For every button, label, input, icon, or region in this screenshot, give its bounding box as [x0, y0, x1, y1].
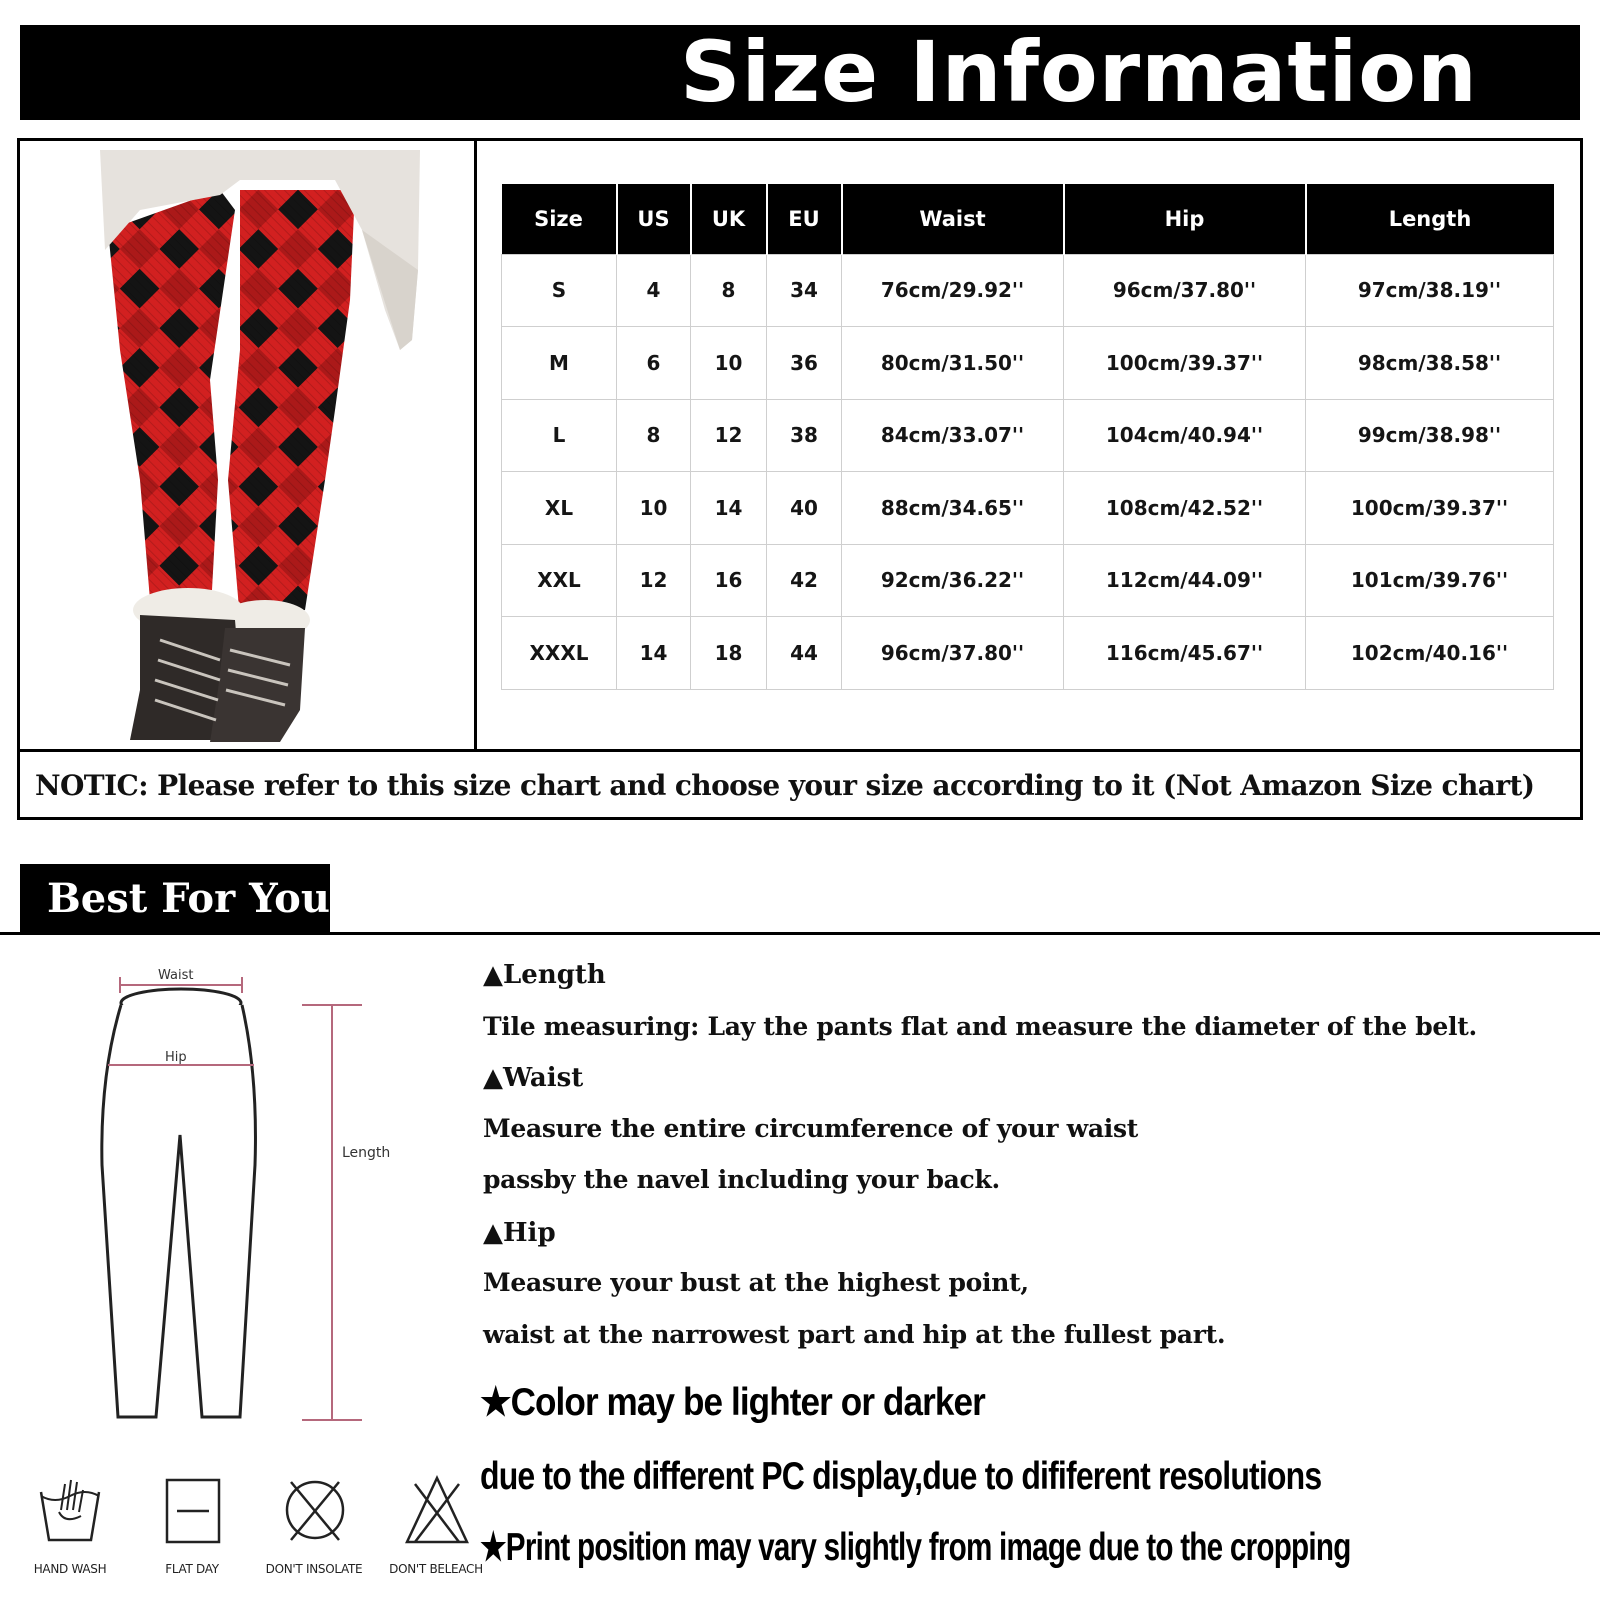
table-row [502, 327, 1554, 400]
table-cell: 42 [767, 544, 842, 617]
table-cell: 8 [691, 254, 767, 327]
table-cell: 100cm/39.37'' [1306, 472, 1554, 545]
table-cell: 96cm/37.80'' [842, 617, 1064, 690]
care-label: DON'T BELEACH [389, 1562, 483, 1576]
column-header: US [617, 184, 691, 254]
column-header: EU [767, 184, 842, 254]
table-cell: L [502, 399, 617, 472]
table-cell: 38 [767, 399, 842, 472]
table-row [502, 544, 1554, 617]
table-cell: 102cm/40.16'' [1306, 617, 1554, 690]
care-label: HAND WASH [33, 1562, 107, 1576]
table-cell: 116cm/45.67'' [1064, 617, 1306, 690]
table-cell: 18 [691, 617, 767, 690]
care-item [259, 1470, 369, 1580]
table-cell: 92cm/36.22'' [842, 544, 1064, 617]
print-position-note: ★Print position may vary slightly from image due to the cropping [480, 1526, 1351, 1569]
table-cell: 10 [617, 472, 691, 545]
table-cell: 36 [767, 327, 842, 400]
title-bar [20, 25, 1580, 120]
table-cell: XL [502, 472, 617, 545]
table-cell: M [502, 327, 617, 400]
table-row [502, 254, 1554, 327]
length-text: Tile measuring: Lay the pants flat and measure the diameter of the belt. [483, 1012, 1477, 1041]
hip-label: Hip [165, 1050, 187, 1065]
table-header-row [502, 184, 1554, 254]
hip-text-line-1: Measure your bust at the highest point, [483, 1268, 1029, 1297]
hand-wash-icon [35, 1470, 105, 1550]
color-note-line-2: due to the different PC display,due to dififerent resolutions [480, 1455, 1322, 1498]
table-cell: XXL [502, 544, 617, 617]
table-cell: 112cm/44.09'' [1064, 544, 1306, 617]
table-cell: 44 [767, 617, 842, 690]
table-cell: 12 [691, 399, 767, 472]
color-note-line-1: ★Color may be lighter or darker [480, 1381, 985, 1424]
no-sun-dry-icon [279, 1470, 349, 1550]
length-heading: ▲Length [483, 960, 606, 990]
table-cell: 104cm/40.94'' [1064, 399, 1306, 472]
section-rule [0, 932, 1600, 935]
flat-dry-icon [157, 1470, 227, 1550]
care-label: FLAT DAY [165, 1562, 219, 1576]
table-row [502, 472, 1554, 545]
waist-text-line-1: Measure the entire circumference of your waist [483, 1114, 1138, 1143]
frame-divider-horizontal [17, 749, 1583, 752]
care-label: DON'T INSOLATE [265, 1562, 363, 1576]
table-cell: 16 [691, 544, 767, 617]
waist-heading: ▲Waist [483, 1063, 584, 1093]
care-item [381, 1470, 491, 1580]
table-row [502, 399, 1554, 472]
table-cell: 12 [617, 544, 691, 617]
table-cell: 100cm/39.37'' [1064, 327, 1306, 400]
table-cell: 8 [617, 399, 691, 472]
table-cell: 84cm/33.07'' [842, 399, 1064, 472]
column-header: Size [502, 184, 617, 254]
table-cell: 88cm/34.65'' [842, 472, 1064, 545]
table-cell: 34 [767, 254, 842, 327]
waist-label: Waist [158, 968, 194, 983]
table-cell: 98cm/38.58'' [1306, 327, 1554, 400]
table-cell: 10 [691, 327, 767, 400]
care-item [137, 1470, 247, 1580]
hip-heading: ▲Hip [483, 1218, 556, 1248]
table-cell: 80cm/31.50'' [842, 327, 1064, 400]
product-photo [100, 150, 430, 742]
table-cell: 76cm/29.92'' [842, 254, 1064, 327]
table-cell: 97cm/38.19'' [1306, 254, 1554, 327]
table-cell: S [502, 254, 617, 327]
table-cell: 108cm/42.52'' [1064, 472, 1306, 545]
waist-text-line-2: passby the navel including your back. [483, 1165, 1000, 1194]
hip-text-line-2: waist at the narrowest part and hip at the fullest part. [483, 1320, 1226, 1349]
column-header: UK [691, 184, 767, 254]
measurement-diagram [90, 965, 420, 1435]
table-row [502, 617, 1554, 690]
page-title: Size Information [680, 23, 1478, 121]
frame-divider-vertical [474, 138, 477, 750]
column-header: Hip [1064, 184, 1306, 254]
table-cell: 40 [767, 472, 842, 545]
table-cell: 6 [617, 327, 691, 400]
no-bleach-icon [401, 1470, 471, 1550]
column-header: Waist [842, 184, 1064, 254]
care-item [15, 1470, 125, 1580]
table-cell: XXXL [502, 617, 617, 690]
size-notice: NOTIC: Please refer to this size chart and choose your size according to it (Not Amazon Size chart) [35, 769, 1535, 802]
size-table [501, 184, 1554, 690]
table-cell: 96cm/37.80'' [1064, 254, 1306, 327]
column-header: Length [1306, 184, 1554, 254]
table-cell: 101cm/39.76'' [1306, 544, 1554, 617]
table-cell: 4 [617, 254, 691, 327]
length-label: Length [342, 1145, 391, 1161]
table-cell: 14 [691, 472, 767, 545]
care-icons [15, 1470, 485, 1580]
best-for-you-title: Best For You [20, 864, 330, 934]
table-cell: 99cm/38.98'' [1306, 399, 1554, 472]
table-cell: 14 [617, 617, 691, 690]
